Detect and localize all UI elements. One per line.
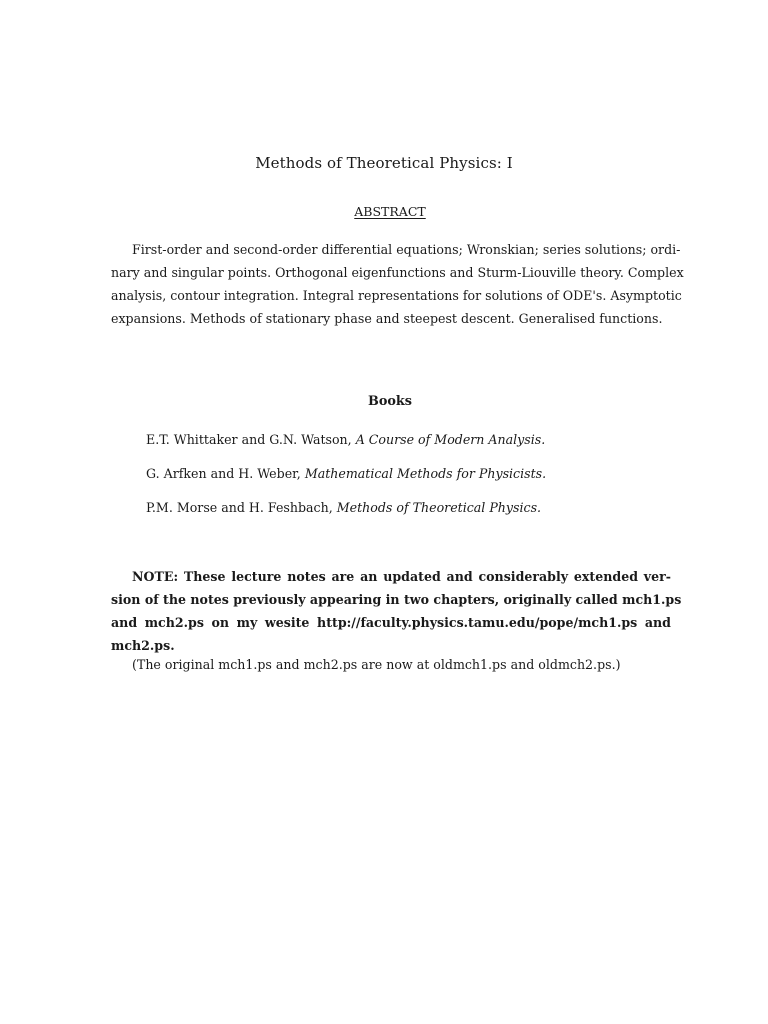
document-title: Methods of Theoretical Physics: I	[255, 154, 513, 172]
book-reference	[146, 500, 541, 515]
abstract-line: analysis, contour integration. Integral representations for solutions of ODE's. Asymptotic	[111, 288, 682, 303]
book-title: Mathematical Methods for Physicists.	[304, 466, 547, 481]
book-title: Methods of Theoretical Physics.	[336, 500, 542, 515]
note-line: and mch2.ps on my wesite http://faculty.physics.tamu.edu/pope/mch1.ps and	[111, 615, 671, 630]
book-reference	[146, 432, 545, 447]
book-authors: G. Arfken and H. Weber,	[146, 466, 301, 481]
abstract-line: First-order and second-order differential equations; Wronskian; series solutions; ordi-	[132, 242, 681, 257]
abstract-line: expansions. Methods of stationary phase and steepest descent. Generalised functions.	[111, 311, 663, 326]
abstract-line: nary and singular points. Orthogonal eigenfunctions and Sturm-Liouville theory. Complex	[111, 265, 684, 280]
book-reference	[146, 466, 546, 481]
note-line: NOTE: These lecture notes are an updated and considerably extended ver-	[132, 569, 671, 584]
note-paragraph	[111, 565, 682, 657]
book-authors: E.T. Whittaker and G.N. Watson,	[146, 432, 352, 447]
book-title: A Course of Modern Analysis.	[355, 432, 546, 447]
books-heading: Books	[368, 394, 412, 409]
abstract-heading: ABSTRACT	[354, 204, 426, 219]
note-line: sion of the notes previously appearing in two chapters, originally called mch1.ps	[111, 592, 682, 607]
note-line: mch2.ps.	[111, 638, 175, 653]
abstract-paragraph	[111, 238, 684, 330]
book-authors: P.M. Morse and H. Feshbach,	[146, 500, 333, 515]
original-files-note: (The original mch1.ps and mch2.ps are now at oldmch1.ps and oldmch2.ps.)	[132, 657, 621, 672]
